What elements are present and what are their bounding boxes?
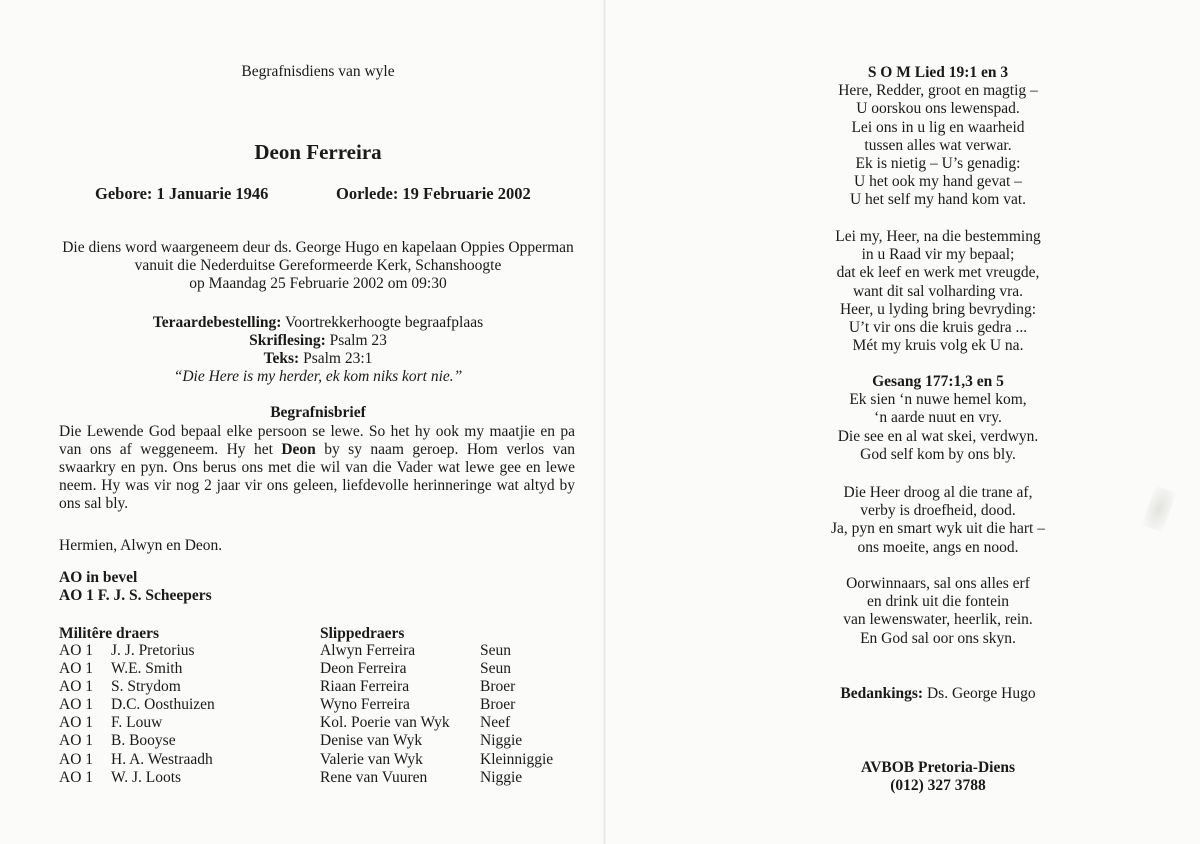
intro-text: Begrafnisdiens van wyle bbox=[241, 63, 395, 80]
pallbearers-list bbox=[320, 642, 553, 787]
undertaker-phone: (012) 327 3788 bbox=[890, 777, 986, 795]
service-details bbox=[0, 314, 636, 386]
undertaker-name: AVBOB Pretoria-Diens bbox=[861, 759, 1015, 776]
burial-value: Voortrekkerhoogte begraafplaas bbox=[285, 314, 484, 331]
hymn-line: Oorwinnaars, sal ons alles erf bbox=[846, 575, 1030, 592]
letter-name-bold: Deon bbox=[281, 441, 316, 459]
list-item: AO 1 B. Booyse bbox=[59, 732, 176, 750]
list-item: Valerie van Wyk Kleinniggie bbox=[320, 750, 554, 768]
letter-text-2: by sy naam geroep. Hom verlos van swaarkry en pyn. Ons berus ons met die wil van die Vader wat lewe gee en lewe neem. Hy was vir nog 2 jaar vir ons geleen, liefdevolle herinneringe wat altyd by ons sal bly. bbox=[59, 441, 575, 513]
hymn-line: U oorskou ons lewenspad. bbox=[856, 100, 1020, 118]
hymn2-stanza3 bbox=[606, 575, 1200, 648]
list-item: Alwyn Ferreira Seun bbox=[320, 642, 511, 659]
hymn1-title: S O M Lied 19:1 en 3 bbox=[867, 64, 1009, 81]
hymn-line: Ja, pyn en smart wyk uit die hart – bbox=[831, 520, 1045, 538]
hymn-line: tussen alles wat verwar. bbox=[864, 136, 1012, 154]
thanks-label: Bedankings: bbox=[840, 685, 924, 702]
hymn-line: Lei ons in u lig en waarheid bbox=[851, 118, 1025, 136]
hymn-line: U het self my hand kom vat. bbox=[849, 191, 1027, 209]
hymn2-title: Gesang 177:1,3 en 5 bbox=[872, 373, 1004, 390]
burial-label: Teraardebestelling: bbox=[152, 314, 282, 331]
reading-value: Psalm 23 bbox=[329, 332, 387, 349]
list-item: Denise van Wyk Niggie bbox=[320, 732, 523, 750]
right-page bbox=[606, 0, 1200, 844]
hymn-line: ‘n aarde nuut en vry. bbox=[874, 409, 1002, 427]
text-value: Psalm 23:1 bbox=[303, 350, 373, 367]
text-label: Teks: bbox=[263, 350, 300, 367]
hymn2-stanza2 bbox=[606, 484, 1200, 557]
list-item: AO 1 W. J. Loots bbox=[59, 768, 182, 786]
military-bearers-list bbox=[59, 642, 215, 787]
hymn-line: U’t vir ons die kruis gedra ... bbox=[848, 319, 1028, 337]
list-item: Rene van Vuuren Niggie bbox=[320, 768, 523, 786]
list-item: Kol. Poerie van Wyk Neef bbox=[320, 714, 511, 732]
officer-in-command bbox=[59, 569, 212, 605]
list-item: Riaan Ferreira Broer bbox=[320, 678, 516, 696]
hymn-line: en drink uit die fontein bbox=[866, 593, 1010, 611]
list-item: Wyno Ferreira Broer bbox=[320, 696, 516, 714]
hymn-line: dat ek leef en werk met vreugde, bbox=[836, 264, 1040, 282]
service-info bbox=[0, 239, 636, 293]
burial-line bbox=[0, 314, 636, 332]
military-bearers-title: Militêre draers bbox=[59, 625, 159, 642]
reading-line bbox=[0, 332, 636, 350]
reading-label: Skriflesing: bbox=[249, 332, 326, 349]
hymn-line: En God sal oor ons skyn. bbox=[860, 629, 1016, 647]
list-item: AO 1 F. Louw bbox=[59, 714, 163, 732]
letter-text-1: Die Lewende God bepaal elke persoon se lewe. So het hy ook my maatjie en pa van ons af weggeneem. Hy het bbox=[59, 423, 575, 459]
death-date: Oorlede: 19 Februarie 2002 bbox=[336, 184, 531, 203]
pallbearers-title: Slippedraers bbox=[320, 625, 405, 642]
birth-date: Gebore: 1 Januarie 1946 bbox=[95, 184, 269, 203]
hymn-line: Here, Redder, groot en magtig – bbox=[838, 82, 1038, 100]
hymn-line: Die see en al wat skei, verdwyn. bbox=[837, 427, 1039, 445]
list-item: Deon Ferreira Seun bbox=[320, 660, 511, 678]
hymn-line: U het ook my hand gevat – bbox=[854, 173, 1022, 191]
list-item: AO 1 W.E. Smith bbox=[59, 660, 183, 678]
letter-signature: Hermien, Alwyn en Deon. bbox=[59, 537, 223, 554]
hymn-line: Die Heer droog al die trane af, bbox=[843, 484, 1033, 501]
hymn-line: van lewenswater, heerlik, rein. bbox=[843, 611, 1033, 629]
hymn1-stanza2 bbox=[606, 228, 1200, 355]
thanks-value: Ds. George Hugo bbox=[926, 685, 1036, 702]
hymn-line: ons moeite, angs en nood. bbox=[857, 538, 1019, 556]
hymn2 bbox=[606, 373, 1200, 464]
text-line bbox=[0, 350, 636, 368]
letter-title: Begrafnisbrief bbox=[270, 404, 366, 421]
hymn-line: want dit sal volharding vra. bbox=[852, 282, 1024, 300]
hymn-line: God self kom by ons bly. bbox=[860, 445, 1016, 463]
service-line: op Maandag 25 Februarie 2002 om 09:30 bbox=[189, 275, 447, 292]
hymn-line: Lei my, Heer, na die bestemming bbox=[835, 228, 1041, 245]
hymn1 bbox=[606, 64, 1200, 210]
hymn-line: Mét my kruis volg ek U na. bbox=[852, 337, 1024, 355]
acknowledgements bbox=[606, 685, 1200, 703]
hymn-line: Ek is nietig – U’s genadig: bbox=[855, 155, 1021, 173]
letter-body bbox=[59, 423, 575, 513]
list-item: AO 1 J. J. Pretorius bbox=[59, 642, 195, 659]
scripture-quote: “Die Here is my herder, ek kom niks kort nie.” bbox=[173, 368, 463, 385]
list-item: AO 1 S. Strydom bbox=[59, 678, 181, 696]
hymn-line: in u Raad vir my bepaal; bbox=[861, 246, 1015, 264]
hymn-line: Heer, u lyding bring bevryding: bbox=[839, 300, 1037, 318]
hymn-line: verby is droefheid, dood. bbox=[860, 502, 1016, 520]
ao-name: AO 1 F. J. S. Scheepers bbox=[59, 587, 212, 604]
undertaker-info bbox=[606, 759, 1200, 795]
hymn-line: Ek sien ‘n nuwe hemel kom, bbox=[849, 391, 1027, 409]
list-item: AO 1 H. A. Westraadh bbox=[59, 750, 213, 768]
service-line: vanuit die Nederduitse Gereformeerde Kerk, Schanshoogte bbox=[134, 257, 502, 274]
list-item: AO 1 D.C. Oosthuizen bbox=[59, 696, 215, 714]
ao-title: AO in bevel bbox=[59, 569, 138, 586]
deceased-name: Deon Ferreira bbox=[254, 140, 382, 164]
service-line: Die diens word waargeneem deur ds. George Hugo en kapelaan Oppies Opperman bbox=[62, 239, 574, 256]
